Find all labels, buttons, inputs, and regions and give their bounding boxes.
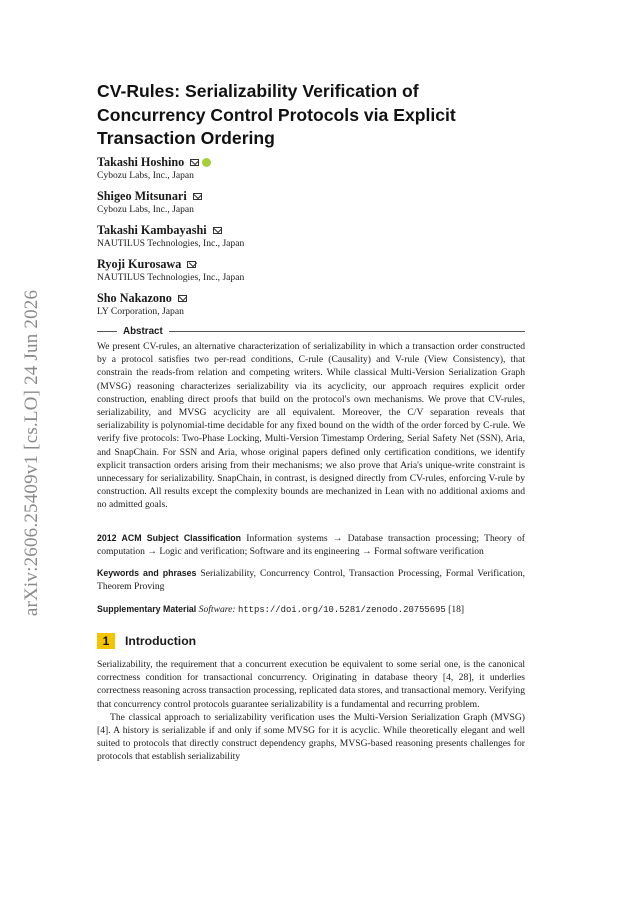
arxiv-identifier-text: arXiv:2606.25409v1 [cs.LO] 24 Jun 2026 — [21, 289, 42, 616]
supplementary-link[interactable]: https://doi.org/10.5281/zenodo.20755695 — [238, 605, 446, 615]
author-entry — [97, 155, 525, 189]
orcid-icon[interactable] — [202, 158, 211, 167]
paragraph: Serializability, the requirement that a concurrent execution be equivalent to some serial one, is the canonical correctness condition for transactional concurrency. Originating in database theory [4, 28], it underlies correctness reasoning across transaction processing, replicated data stores, and transactional memory. Verifying that concurrency control protocols guarantee serializability is a fundamental and recurring problem. — [97, 659, 525, 710]
supplementary-citation[interactable]: [18] — [448, 604, 465, 615]
author-affiliation: LY Corporation, Japan — [97, 306, 184, 317]
keywords-text: Serializability, Concurrency Control, Transaction Processing, Formal Verification, Theorem Proving — [97, 568, 525, 593]
email-envelope-icon[interactable] — [213, 227, 222, 234]
email-envelope-icon[interactable] — [193, 193, 202, 200]
author-entry — [97, 189, 525, 223]
supplementary-label: Supplementary Material — [97, 604, 197, 614]
abstract-rule-right — [169, 331, 525, 332]
author-entry — [97, 223, 525, 257]
email-envelope-icon[interactable] — [178, 295, 187, 302]
author-affiliation: NAUTILUS Technologies, Inc., Japan — [97, 238, 245, 249]
section-title: Introduction — [125, 634, 197, 648]
author-name: Sho Nakazono — [97, 291, 172, 305]
ccs-text: Information systems → Database transaction processing; Theory of computation → Logic and verification; Software and its engineering → Formal software verification — [97, 533, 525, 558]
author-name: Takashi Kambayashi — [97, 223, 207, 237]
ccs-label: 2012 ACM Subject Classification — [97, 533, 242, 543]
author-name: Shigeo Mitsunari — [97, 189, 187, 203]
arxiv-identifier-stamp — [20, 265, 44, 640]
keywords-label: Keywords and phrases — [97, 568, 197, 578]
ccs-classification — [97, 532, 525, 558]
author-affiliation: Cybozu Labs, Inc., Japan — [97, 204, 194, 215]
author-entry — [97, 291, 525, 325]
abstract-text: We present CV-rules, an alternative characterization of serializability in which a transaction order constructed by a protocol satisfies two per-read conditions, C-rule (Causality) and V-rule (View Consistency), that constrain the reads-from relation and competing writers. While classical Multi-Version Serialization Graph (MVSG) reasoning characterizes serializability via its acyclicity, our approach requires explicit order construction, enabling direct proofs that build on the protocol's own mechanisms. We prove that CV-rules, serializability, and MVSG acyclicity are all equivalent. Moreover, the C/V separation reveals that serializability is polynomial-time decidable for any fixed bound on the width of the order forced by C-rule. We verify five protocols: Two-Phase Locking, Multi-Version Timestamp Ordering, Serial Safety Net (SSN), Aria, and SnapChain. For SSN and Aria, whose original papers defined only certification conditions, we identify explicit transaction orders arising from their mechanisms; we also prove that Aria's unique-write constraint is unnecessary for serializability. SnapChain, in contrast, is designed directly from CV-rules, enforcing V-rule by construction. All results except the complexity bounds are mechanized in Lean with no additional axioms and no admitted goals. — [97, 341, 525, 511]
supplementary-kind: Software: — [198, 604, 236, 615]
author-name: Takashi Hoshino — [97, 155, 185, 169]
abstract-rule-left — [97, 331, 117, 332]
paper-title: CV-Rules: Serializability Verification of Concurrency Control Protocols via Explicit Transaction Ordering — [97, 81, 456, 148]
abstract-heading — [97, 325, 525, 337]
author-name: Ryoji Kurosawa — [97, 257, 182, 271]
keywords-block — [97, 567, 525, 593]
email-envelope-icon[interactable] — [190, 159, 199, 166]
abstract-label: Abstract — [123, 325, 163, 337]
introduction-body — [97, 658, 525, 764]
paragraph: The classical approach to serializability verification uses the Multi-Version Serialization Graph (MVSG) [4]. A history is serializable if and only if some MVSG for it is acyclic. While theoretically elegant and well suited to protocols that directly construct dependency graphs, MVSG-based reasoning presents challenges for protocols that establish serializability — [97, 711, 525, 763]
email-envelope-icon[interactable] — [187, 261, 196, 268]
supplementary-material — [97, 603, 525, 617]
author-entry — [97, 257, 525, 291]
author-list — [97, 155, 525, 325]
section-heading — [97, 633, 196, 649]
author-affiliation: Cybozu Labs, Inc., Japan — [97, 170, 194, 181]
author-affiliation: NAUTILUS Technologies, Inc., Japan — [97, 272, 245, 283]
section-number: 1 — [97, 633, 115, 649]
